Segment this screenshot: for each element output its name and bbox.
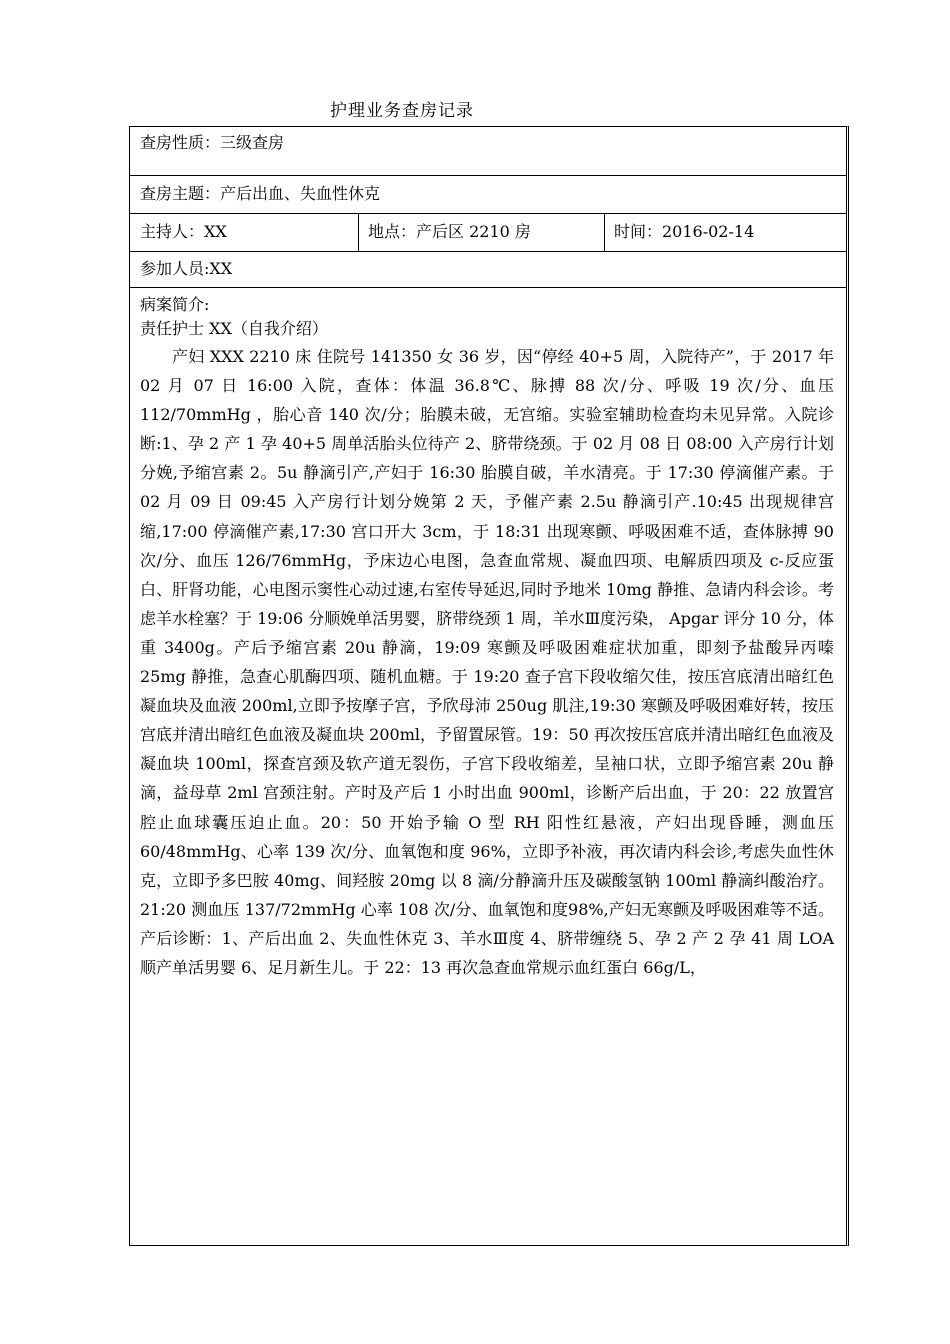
- location-text: 地点：产后区 2210 房: [368, 222, 531, 241]
- case-label: 病案简介:: [140, 295, 210, 314]
- topic-text: 查房主题：产后出血、失血性休克: [140, 184, 381, 203]
- row-nature: [130, 127, 846, 176]
- case-body: 产妇 XXX 2210 床 住院号 141350 女 36 岁，因“停经 40+5 周，入院待产”，于 2017 年 02 月 07 日 16:00 入院，查体：体温 36.8℃、脉搏 88 次/分、呼吸 19 次/分、血压 112/70mmHg ，胎心音 140 次/分；胎膜未破，无宫缩。实验室辅助检查均未见异常。入院诊断:1、孕 2 产 1 孕 40+5 周单活胎头位待产 2、脐带绕颈。于 02 月 08 日 08:00 入产房行计划分娩,予缩宫素 2。5u 静滴引产,产妇于 16:30 胎膜自破，羊水清亮。于 17:30 停滴催产素。于 02 月 09 日 09:45 入产房行计划分娩第 2 天，予催产素 2.5u 静滴引产.10:45 出现规律宫缩,17:00 停滴催产素,17:30 宫口开大 3cm，于 18:31 出现寒颤、呼吸困难不适，查体脉搏 90 次/分、血压 126/76mmHg，予床边心电图，急查血常规、凝血四项、电解质四项及 c-反应蛋白、肝肾功能，心电图示窦性心动过速,右室传导延迟,同时予地米 10mg 静推、急请内科会诊。考虑羊水栓塞？于 19:06 分顺娩单活男婴，脐带绕颈 1 周，羊水Ⅲ度污染， Apgar 评分 10 分，体重 3400g。产后予缩宫素 20u 静滴，19:09 寒颤及呼吸困难症状加重，即刻予盐酸异丙嗪 25mg 静推，急查心肌酶四项、随机血糖。于 19:20 查子宫下段收缩欠佳，按压宫底清出暗红色凝血块及血液 200ml,立即予按摩子宫，予欣母沛 250ug 肌注,19:30 寒颤及呼吸困难好转，按压宫底并清出暗红色血液及凝血块 200ml，予留置尿管。19：50 再次按压宫底并清出暗红色血液及凝血块 100ml，探查宫颈及软产道无裂伤，子宫下段收缩差，呈袖口状，立即予缩宫素 20u 静滴，益母草 2ml 宫颈注射。产时及产后 1 小时出血 900ml，诊断产后出血，于 20：22 放置宫腔止血球囊压迫止血。20：50 开始予输 O 型 RH 阳性红悬液，产妇出现昏睡，测血压 60/48mmHg、心率 139 次/分、血氧饱和度 96%，立即予补液，再次请内科会诊,考虑失血性休克，立即予多巴胺 40mg、间羟胺 20mg 以 8 滴/分静滴升压及碳酸氢钠 100ml 静滴纠酸治疗。21:20 测血压 137/72mmHg 心率 108 次/分、血氧饱和度98%,产妇无寒颤及呼吸困难等不适。产后诊断：1、产后出血 2、失血性休克 3、羊水Ⅲ度 4、脐带缠绕 5、孕 2 产 2 孕 41 周 LOA 顺产单活男婴 6、足月新生儿。于 22：13 再次急查血常规示血红蛋白 66g/L，: [140, 347, 834, 977]
- case-intro: 责任护士 XX（自我介绍）: [140, 319, 328, 338]
- column-divider: [358, 214, 359, 251]
- row-topic: [130, 176, 846, 214]
- row-host-location-time: [130, 214, 846, 252]
- participants-text: 参加人员:XX: [140, 259, 233, 278]
- nature-text: 查房性质：三级查房: [140, 133, 285, 152]
- time-text: 时间：2016-02-14: [614, 222, 755, 241]
- host-text: 主持人：XX: [140, 222, 227, 241]
- row-participants: [130, 252, 846, 288]
- record-table: [129, 126, 849, 1246]
- case-summary-cell: [130, 288, 846, 1245]
- column-divider: [604, 214, 605, 251]
- document-title: 护理业务查房记录: [330, 101, 474, 121]
